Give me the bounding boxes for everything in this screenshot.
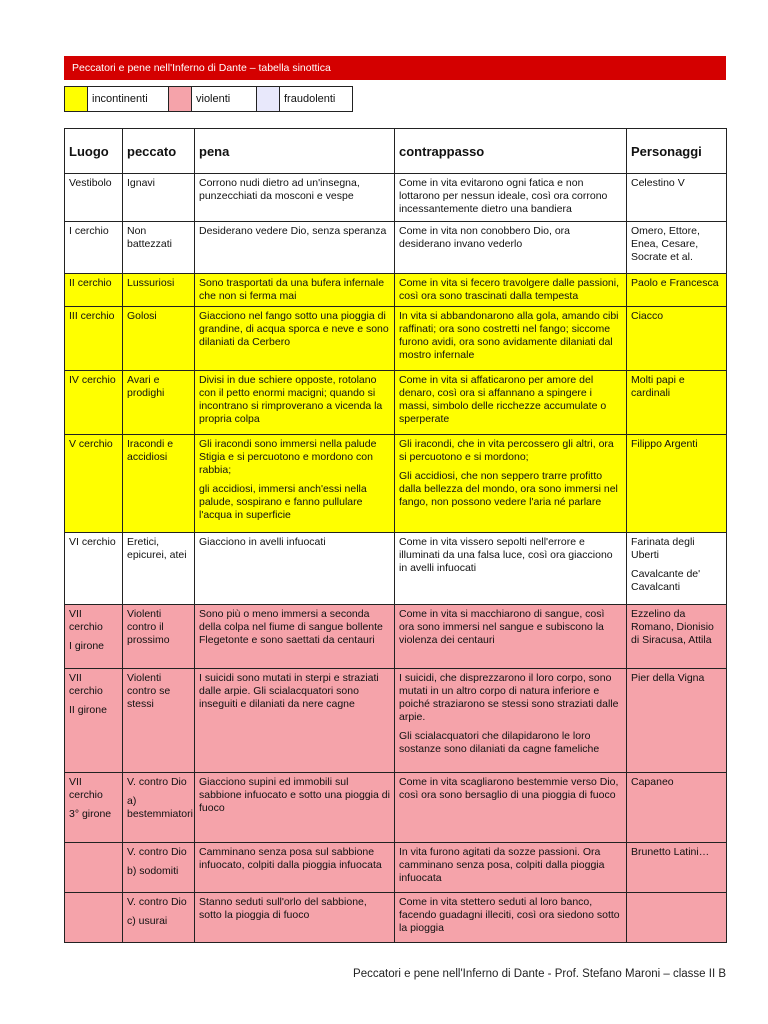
cell-text: Camminano senza posa sul sabbione infuocato, colpiti dalla pioggia infuocata xyxy=(199,846,382,871)
cell-contrappasso xyxy=(395,274,627,307)
cell-text: c) usurai xyxy=(127,915,168,927)
cell-peccato xyxy=(123,773,195,843)
cell-text: Farinata degli Uberti xyxy=(631,536,695,561)
cell-text: III cerchio xyxy=(69,310,115,322)
cell-pena xyxy=(195,222,395,274)
table-row xyxy=(65,533,727,605)
cell-personaggi xyxy=(627,274,727,307)
column-header-contrappasso: contrappasso xyxy=(395,129,627,174)
legend-swatch-incontinenti xyxy=(65,87,88,111)
legend-label-incontinenti: incontinenti xyxy=(88,87,169,111)
table-row xyxy=(65,893,727,943)
cell-text: Lussuriosi xyxy=(127,277,175,289)
cell-text: Filippo Argenti xyxy=(631,438,698,450)
cell-text: Come in vita vissero sepolti nell'errore e illuminati da una falsa luce, così ora giacciono in avelli infuocati xyxy=(399,536,613,574)
cell-text: Iracondi e accidiosi xyxy=(127,438,174,463)
cell-contrappasso xyxy=(395,893,627,943)
cell-pena xyxy=(195,174,395,222)
cell-text: Capaneo xyxy=(631,776,674,788)
cell-text: I suicidi, che disprezzarono il loro corpo, sono mutati in un altro corpo di natura inferiore e poiché straziarono se stessi sono straziati dalle arpie. xyxy=(399,672,619,723)
legend-item-incontinenti xyxy=(65,87,169,111)
table-row xyxy=(65,274,727,307)
table-row xyxy=(65,669,727,773)
column-header-luogo: Luogo xyxy=(65,129,123,174)
cell-luogo xyxy=(65,371,123,435)
cell-text: VII cerchio xyxy=(69,608,103,633)
cell-personaggi xyxy=(627,435,727,533)
cell-luogo xyxy=(65,533,123,605)
cell-text: Gli iracondi sono immersi nella palude Stigia e si percuotono e mordono con rabbia; xyxy=(199,438,377,476)
cell-text: Vestibolo xyxy=(69,177,112,189)
cell-text: Cavalcante de' Cavalcanti xyxy=(631,568,701,593)
cell-text: VII cerchio xyxy=(69,776,103,801)
cell-text: Divisi in due schiere opposte, rotolano con il petto enormi macigni; quando si incontrano si rimproverano a vicenda la propria colpa xyxy=(199,374,383,425)
table-row xyxy=(65,773,727,843)
cell-text: Come in vita stettero seduti al loro banco, facendo guadagni illeciti, così ora siedono sotto la pioggia xyxy=(399,896,620,934)
cell-text: I suicidi sono mutati in sterpi e straziati dalle arpie. Gli scialacquatori sono inseguiti e dilaniati da nere cagne xyxy=(199,672,379,710)
cell-text: Gli iracondi, che in vita percossero gli altri, ora si percuotono e si mordono; xyxy=(399,438,614,463)
color-legend xyxy=(64,86,353,112)
cell-peccato xyxy=(123,307,195,371)
cell-text: In vita furono agitati da sozze passioni. Ora camminano senza posa, colpiti dalla pioggia infuocata xyxy=(399,846,605,884)
cell-pena xyxy=(195,307,395,371)
cell-text: Ciacco xyxy=(631,310,664,322)
cell-text: V. contro Dio xyxy=(127,846,187,858)
legend-swatch-violenti xyxy=(169,87,192,111)
cell-contrappasso xyxy=(395,174,627,222)
cell-personaggi xyxy=(627,773,727,843)
cell-text: Pier della Vigna xyxy=(631,672,705,684)
cell-personaggi xyxy=(627,669,727,773)
cell-contrappasso xyxy=(395,435,627,533)
cell-luogo xyxy=(65,435,123,533)
cell-text: Desiderano vedere Dio, senza speranza xyxy=(199,225,387,237)
cell-text: Eretici, epicurei, atei xyxy=(127,536,187,561)
cell-text: Avari e prodighi xyxy=(127,374,165,399)
cell-text: Sono più o meno immersi a seconda della colpa nel fiume di sangue bollente Flegetonte e sono saettati da centauri xyxy=(199,608,383,646)
table-body xyxy=(65,174,727,943)
cell-personaggi xyxy=(627,371,727,435)
cell-text: Gli accidiosi, che non seppero trarre profitto dalla bellezza del mondo, ora sono immersi nel fango, non possono vedere l'aria né parlare xyxy=(399,470,618,508)
legend-item-fraudolenti xyxy=(257,87,352,111)
cell-text: V. contro Dio xyxy=(127,896,187,908)
cell-luogo xyxy=(65,274,123,307)
cell-text: II girone xyxy=(69,704,107,716)
cell-text: a) bestemmiatori xyxy=(127,795,193,820)
cell-text: Violenti contro se stessi xyxy=(127,672,171,710)
cell-text: Paolo e Francesca xyxy=(631,277,719,289)
cell-text: Molti papi e cardinali xyxy=(631,374,685,399)
cell-text: Omero, Ettore, Enea, Cesare, Socrate et al. xyxy=(631,225,700,263)
cell-peccato xyxy=(123,843,195,893)
cell-peccato xyxy=(123,605,195,669)
cell-text: Corrono nudi dietro ad un'insegna, punzecchiati da mosconi e vespe xyxy=(199,177,360,202)
cell-pena xyxy=(195,274,395,307)
cell-text: Giacciono supini ed immobili sul sabbione infuocato e sotto una pioggia di fuoco xyxy=(199,776,390,814)
cell-text: Brunetto Latini… xyxy=(631,846,710,858)
cell-luogo xyxy=(65,669,123,773)
cell-pena xyxy=(195,669,395,773)
table-row xyxy=(65,174,727,222)
cell-pena xyxy=(195,843,395,893)
cell-pena xyxy=(195,605,395,669)
cell-peccato xyxy=(123,533,195,605)
cell-contrappasso xyxy=(395,307,627,371)
cell-text: Come in vita non conobbero Dio, ora desiderano invano vederlo xyxy=(399,225,571,250)
cell-contrappasso xyxy=(395,843,627,893)
cell-contrappasso xyxy=(395,371,627,435)
cell-luogo xyxy=(65,174,123,222)
legend-label-violenti: violenti xyxy=(192,87,257,111)
cell-text: Stanno seduti sull'orlo del sabbione, sotto la pioggia di fuoco xyxy=(199,896,367,921)
cell-peccato xyxy=(123,274,195,307)
cell-text: Non battezzati xyxy=(127,225,172,250)
table-row xyxy=(65,371,727,435)
synoptic-table xyxy=(64,128,727,943)
cell-peccato xyxy=(123,371,195,435)
cell-pena xyxy=(195,893,395,943)
cell-text: gli accidiosi, immersi anch'essi nella palude, sospirano e fanno pullulare l'acqua in superficie xyxy=(199,483,367,521)
cell-text: IV cerchio xyxy=(69,374,116,386)
cell-text: Giacciono in avelli infuocati xyxy=(199,536,326,548)
cell-pena xyxy=(195,371,395,435)
cell-peccato xyxy=(123,174,195,222)
cell-contrappasso xyxy=(395,533,627,605)
cell-luogo xyxy=(65,222,123,274)
cell-text: 3° girone xyxy=(69,808,112,820)
cell-text: Gli scialacquatori che dilapidarono le loro sostanze sono dilaniati da cagne fameliche xyxy=(399,730,600,755)
cell-contrappasso xyxy=(395,669,627,773)
cell-text: II cerchio xyxy=(69,277,112,289)
cell-pena xyxy=(195,773,395,843)
column-header-personaggi: Personaggi xyxy=(627,129,727,174)
cell-text: Giacciono nel fango sotto una pioggia di grandine, di acqua sporca e neve e sono dilaniati da Cerbero xyxy=(199,310,389,348)
document-title: Peccatori e pene nell'Inferno di Dante – tabella sinottica xyxy=(72,62,331,74)
page-footer: Peccatori e pene nell'Inferno di Dante - Prof. Stefano Maroni – classe II B xyxy=(353,968,726,980)
cell-text: VI cerchio xyxy=(69,536,116,548)
cell-personaggi xyxy=(627,893,727,943)
cell-peccato xyxy=(123,435,195,533)
table-row xyxy=(65,307,727,371)
cell-luogo xyxy=(65,893,123,943)
legend-label-fraudolenti: fraudolenti xyxy=(284,93,336,105)
cell-personaggi xyxy=(627,222,727,274)
cell-peccato xyxy=(123,669,195,773)
table-header-row xyxy=(65,129,727,174)
cell-personaggi xyxy=(627,533,727,605)
cell-text: Ezzelino da Romano, Dionisio di Siracusa, Attila xyxy=(631,608,714,646)
cell-text: Golosi xyxy=(127,310,157,322)
cell-personaggi xyxy=(627,307,727,371)
cell-text: I girone xyxy=(69,640,105,652)
cell-text: Come in vita evitarono ogni fatica e non lottarono per nessun ideale, così ora corrono incessantemente dietro una bandiera xyxy=(399,177,608,215)
table-row xyxy=(65,605,727,669)
cell-pena xyxy=(195,533,395,605)
column-header-peccato: peccato xyxy=(123,129,195,174)
cell-personaggi xyxy=(627,843,727,893)
table-row xyxy=(65,843,727,893)
cell-contrappasso xyxy=(395,773,627,843)
cell-personaggi xyxy=(627,605,727,669)
cell-contrappasso xyxy=(395,222,627,274)
cell-text: V. contro Dio xyxy=(127,776,187,788)
column-header-pena: pena xyxy=(195,129,395,174)
cell-text: V cerchio xyxy=(69,438,113,450)
cell-luogo xyxy=(65,843,123,893)
cell-peccato xyxy=(123,222,195,274)
cell-text: Celestino V xyxy=(631,177,685,189)
legend-swatch-fraudolenti xyxy=(257,87,280,111)
cell-luogo xyxy=(65,307,123,371)
cell-luogo xyxy=(65,773,123,843)
cell-text: VII cerchio xyxy=(69,672,103,697)
table-row xyxy=(65,435,727,533)
cell-text: Ignavi xyxy=(127,177,156,189)
cell-text: Come in vita scagliarono bestemmie verso Dio, così ora sono bersaglio di una pioggia di fuoco xyxy=(399,776,619,801)
cell-text: Come in vita si macchiarono di sangue, così ora sono immersi nel sangue e subiscono la violenza dei centauri xyxy=(399,608,605,646)
cell-contrappasso xyxy=(395,605,627,669)
cell-luogo xyxy=(65,605,123,669)
table-row xyxy=(65,222,727,274)
cell-text: Sono trasportati da una bufera infernale che non si ferma mai xyxy=(199,277,385,302)
cell-text: Come in vita si affaticarono per amore del denaro, così ora si affannano a spingere i massi, simbolo delle ricchezze accumulate o sperperate xyxy=(399,374,607,425)
cell-text: Violenti contro il prossimo xyxy=(127,608,170,646)
cell-personaggi xyxy=(627,174,727,222)
legend-item-violenti xyxy=(169,87,257,111)
cell-peccato xyxy=(123,893,195,943)
cell-text: b) sodomiti xyxy=(127,865,179,877)
cell-text: I cerchio xyxy=(69,225,109,237)
document-title-bar xyxy=(64,56,726,80)
cell-text: In vita si abbandonarono alla gola, amando cibi raffinati; ora sono costretti nel fango; siccome furono avidi, ora sono avidamente dilaniati dal mostro infernale xyxy=(399,310,619,361)
cell-text: Come in vita si fecero travolgere dalle passioni, così ora sono trascinati dalla tempesta xyxy=(399,277,620,302)
cell-pena xyxy=(195,435,395,533)
